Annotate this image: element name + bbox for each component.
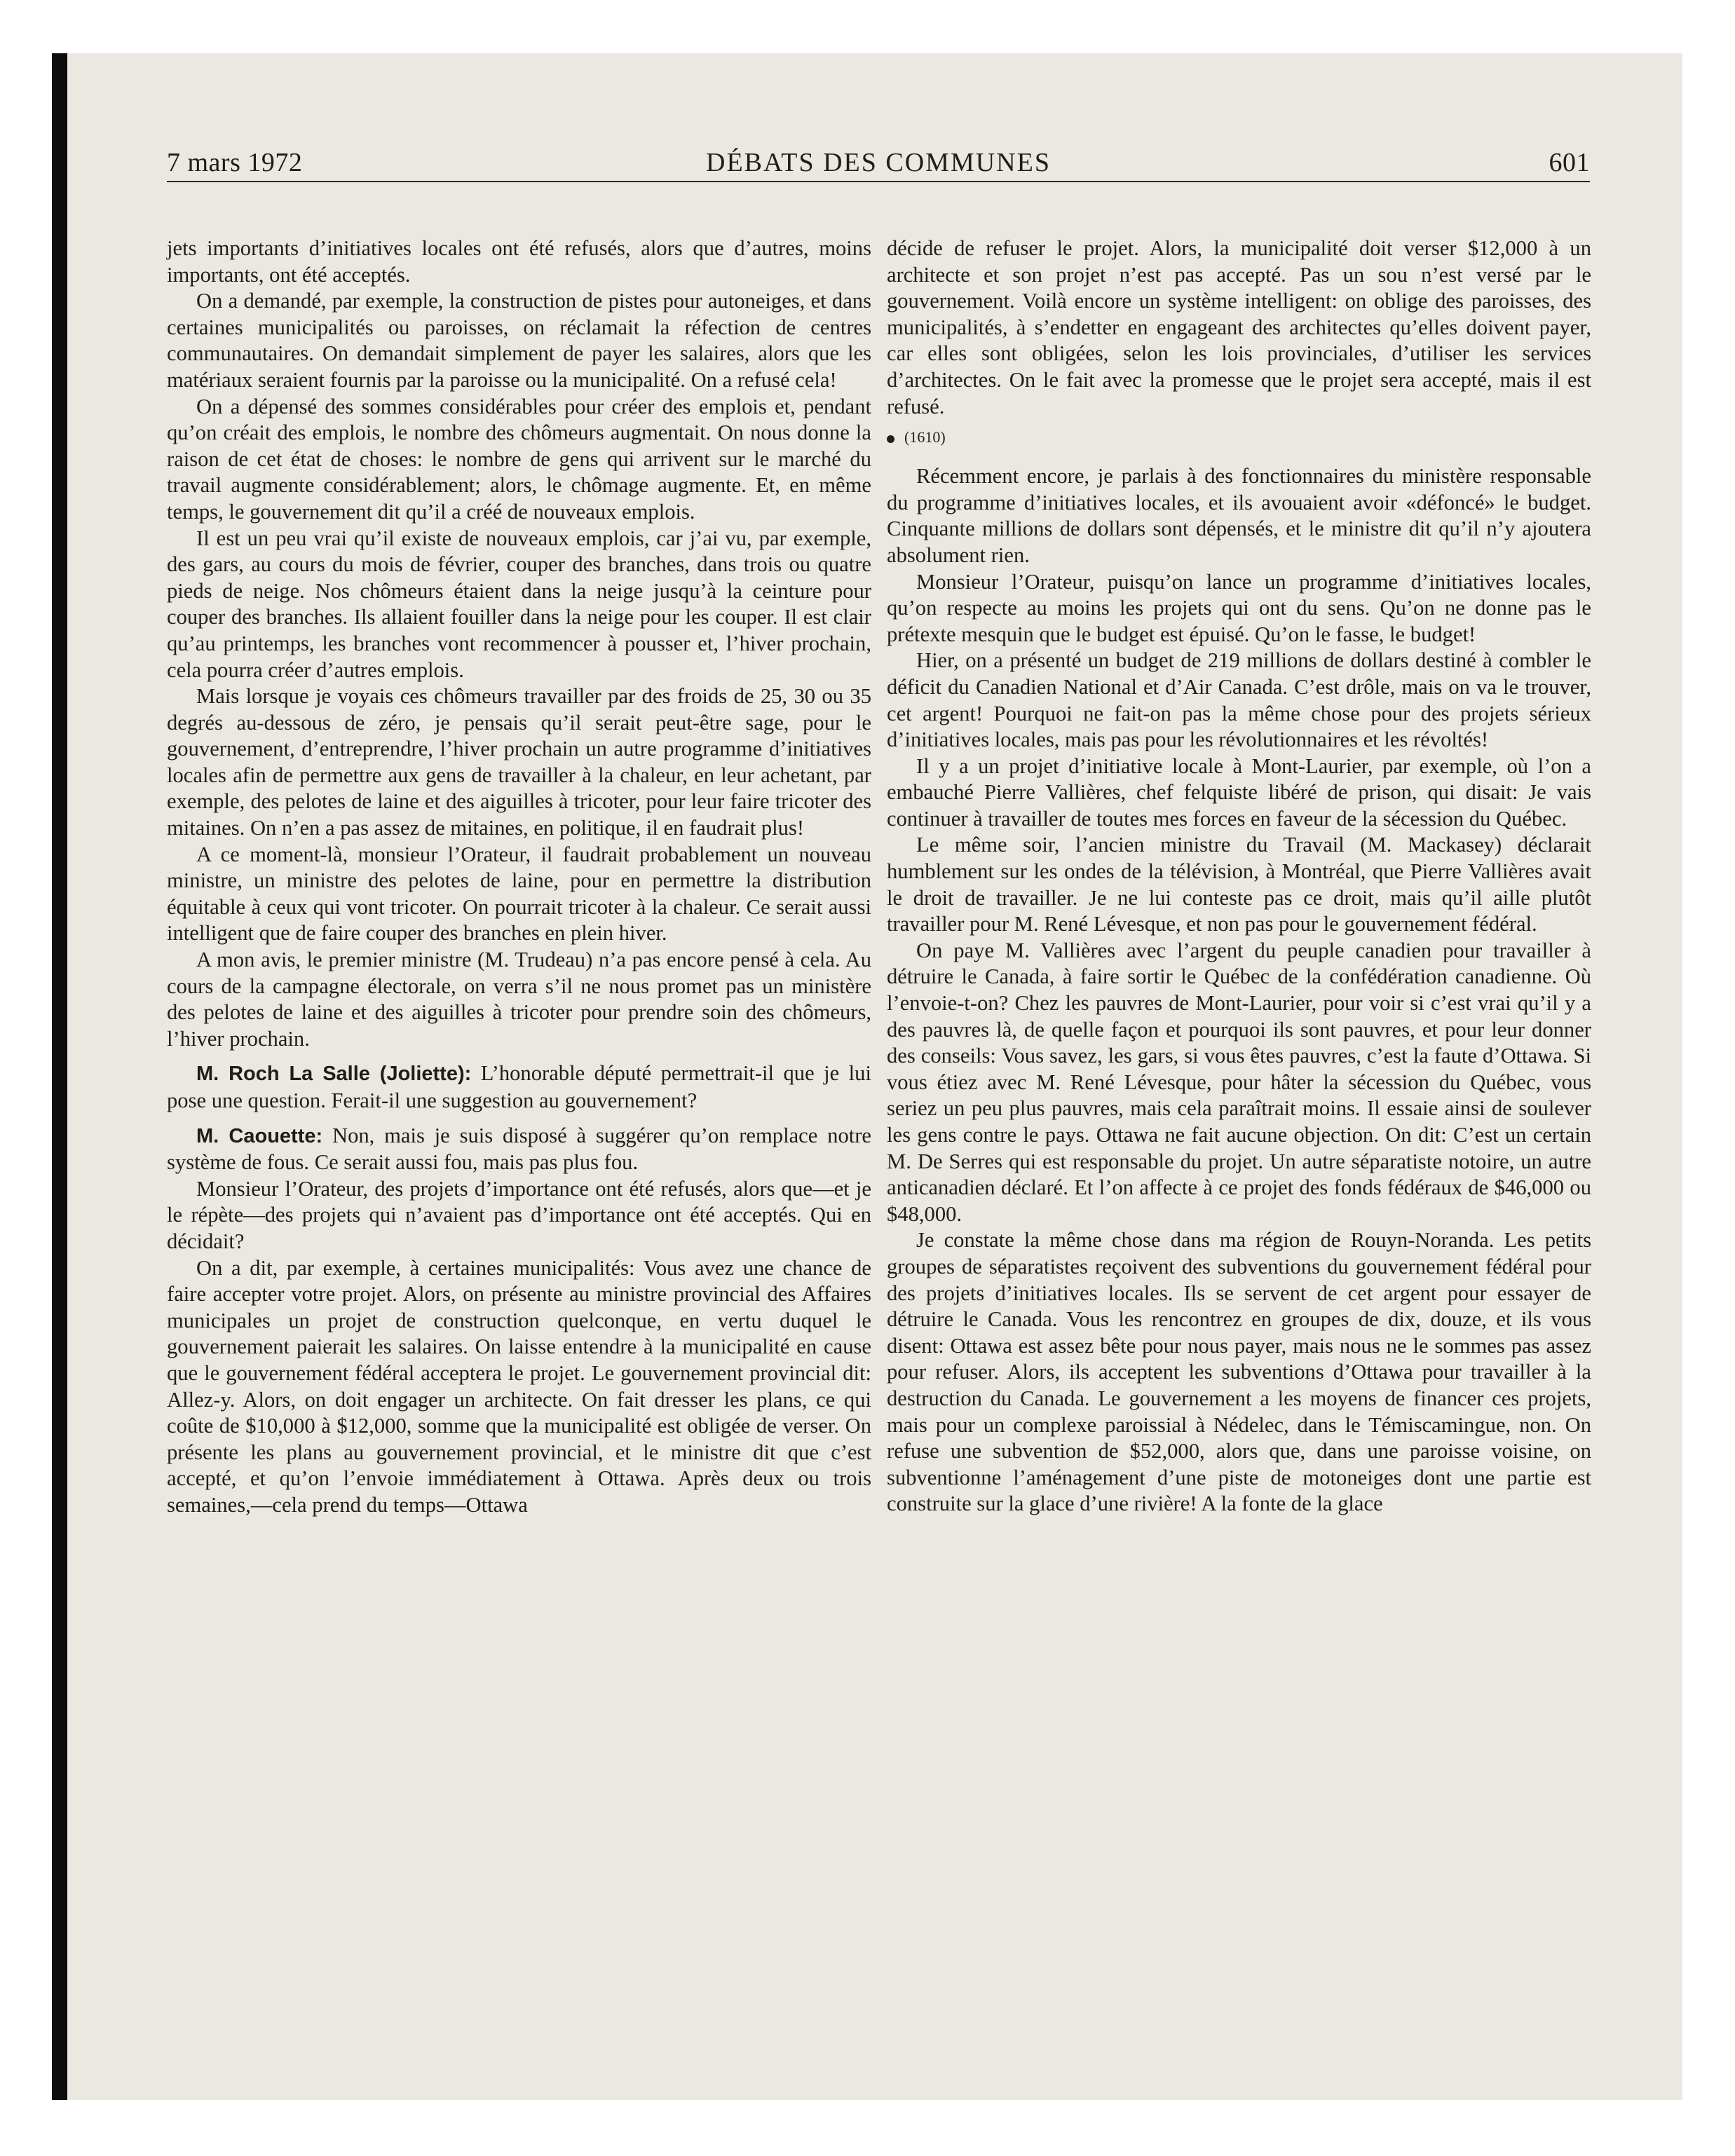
speech-la-salle bbox=[167, 1060, 871, 1114]
page-binding-edge bbox=[52, 53, 67, 2100]
header-date: 7 mars 1972 bbox=[167, 148, 303, 177]
right-column bbox=[887, 236, 1591, 1517]
paragraph: A ce moment-là, monsieur l’Orateur, il faudrait probablement un nouveau ministre, un ministre des pelotes de laine, pour en permettre la distribution équitable à ceux qui vont tricoter. On pourrait tricoter à la chaleur. Ce serait aussi intelligent que de faire couper des branches en plein hiver. bbox=[167, 842, 871, 946]
speech-text: Non, mais je suis disposé à suggérer qu’on remplace notre système de fous. Ce serait aussi fou, mais pas plus fou. bbox=[167, 1123, 872, 1175]
speech-caouette bbox=[167, 1123, 871, 1176]
page-number: 601 bbox=[1549, 148, 1590, 177]
paragraph: On paye M. Vallières avec l’argent du peuple canadien pour travailler à détruire le Canada, à faire sortir le Québec de la confédération canadienne. Où l’envoie-t-on? Chez les pauvres de Mont-Laurier, pour voir si c’est vrai qu’il y a des pauvres là, de quelle façon et pourquoi ils sont pauvres, et pour leur donner des conseils: Vous savez, les gars, si vous êtes pauvres, c’est la faute d’Ottawa. Si vous étiez avec M. René Lévesque, pour hâter la sécession du Québec, vous seriez un peu plus pauvres, mais cela paraîtrait moins. Il essaie ainsi de soulever les gens contre le pays. Ottawa ne fait aucune objection. On dit: C’est un certain M. De Serres qui est responsable du projet. Un autre séparatiste notoire, un autre anticanadien déclaré. Et l’on affecte à ce projet des fonds fédéraux de $46,000 ou $48,000. bbox=[887, 938, 1591, 1226]
paragraph: On a dépensé des sommes considérables pour créer des emplois et, pendant qu’on créait des emplois, le nombre des chômeurs augmentait. On nous donne la raison de cet état de choses: le nombre de gens qui arrivent sur le marché du travail augmente considérablement; alors, le chômage augmente. Et, en même temps, le gouvernement dit qu’il a créé de nouveaux emplois. bbox=[167, 394, 871, 524]
paragraph: On a demandé, par exemple, la construction de pistes pour autoneiges, et dans certaines municipalités ou paroisses, on réclamait la réfection de centres communautaires. On demandait simplement de payer les salaires, alors que les matériaux seraient fournis par la paroisse ou la municipalité. On a refusé cela! bbox=[167, 289, 871, 392]
paragraph: Il y a un projet d’initiative locale à Mont-Laurier, par exemple, où l’on a embauché Pierre Vallières, chef felquiste libéré de prison, qui disait: Je vais continuer à travailler de toutes mes forces en faveur de la sécession du Québec. bbox=[887, 753, 1591, 831]
paragraph: Hier, on a présenté un budget de 219 millions de dollars destiné à combler le déficit du Canadien National et d’Air Canada. C’est drôle, mais on va le trouver, cet argent! Pourquoi ne fait-on pas la même chose pour des projets sérieux d’initiatives locales, mais pas pour les révolutionnaires et les révoltés! bbox=[887, 648, 1591, 752]
running-head bbox=[167, 144, 1590, 182]
time-marker bbox=[887, 427, 1591, 448]
paragraph: Mais lorsque je voyais ces chômeurs travailler par des froids de 25, 30 ou 35 degrés au-dessous de zéro, je pensais qu’il serait peut-être sage, pour le gouvernement, d’entreprendre, l’hiver prochain un autre programme d’initiatives locales afin de permettre aux gens de travailler à la chaleur, en leur achetant, par exemple, des pelotes de laine et des aiguilles à tricoter, pour leur faire tricoter des mitaines. On n’en a pas assez de mitaines, en politique, il en faudrait plus! bbox=[167, 684, 871, 840]
header-title: DÉBATS DES COMMUNES bbox=[706, 148, 1051, 177]
time-marker-text: (1610) bbox=[904, 428, 946, 446]
bullet-icon bbox=[887, 435, 894, 443]
speaker-name: M. Caouette: bbox=[196, 1124, 323, 1147]
paragraph: Il est un peu vrai qu’il existe de nouveaux emplois, car j’ai vu, par exemple, des gars, au cours du mois de février, couper des branches, dans trois ou quatre pieds de neige. Nos chômeurs étaient dans la neige jusqu’à la ceinture pour couper des branches. Ils allaient fouiller dans la neige pour les couper. Il est clair qu’au printemps, les branches vont recommencer à pousser et, l’hiver prochain, cela pourra créer d’autres emplois. bbox=[167, 526, 871, 682]
paragraph: jets importants d’initiatives locales ont été refusés, alors que d’autres, moins importants, ont été acceptés. bbox=[167, 236, 871, 287]
paragraph: A mon avis, le premier ministre (M. Trudeau) n’a pas encore pensé à cela. Au cours de la campagne électorale, on verra s’il ne nous promet pas un ministère des pelotes de laine et des aiguilles à tricoter pour prendre soin des chômeurs, l’hiver prochain. bbox=[167, 948, 871, 1051]
paragraph: Récemment encore, je parlais à des fonctionnaires du ministère responsable du programme d’initiatives locales, et ils avouaient avoir «défoncé» le budget. Cinquante millions de dollars sont dépensés, et le ministre dit qu’il n’y ajoutera absolument rien. bbox=[887, 464, 1591, 567]
speech-text: L’honorable député permettrait-il que je lui pose une question. Ferait-il une suggestion au gouvernement? bbox=[167, 1061, 871, 1112]
paragraph: Le même soir, l’ancien ministre du Travail (M. Mackasey) déclarait humblement sur les ondes de la télévision, à Montréal, que Pierre Vallières avait le droit de travailler. Je ne lui conteste pas ce droit, mais qu’il aille plutôt travailler pour M. René Lévesque, et non pas pour le gouvernement fédéral. bbox=[887, 833, 1591, 936]
paragraph: décide de refuser le projet. Alors, la municipalité doit verser $12,000 à un architecte et son projet n’est pas accepté. Pas un sou n’est versé par le gouvernement. Voilà encore un système intelligent: on oblige des paroisses, des municipalités, à s’endetter en engageant des architectes qu’elles doivent payer, car elles sont obligées, selon les lois provinciales, d’utiliser les services d’architectes. On le fait avec la promesse que le projet sera accepté, mais il est refusé. bbox=[887, 236, 1591, 418]
paragraph: Je constate la même chose dans ma région de Rouyn-Noranda. Les petits groupes de séparatistes reçoivent des subventions du gouvernement fédéral pour des projets d’initiatives locales. Ils se servent de cet argent pour essayer de détruire le Canada. Vous les rencontrez en groupes de dix, douze, et ils vous disent: Ottawa est assez bête pour nous payer, mais nous ne le sommes pas assez pour refuser. Alors, ils acceptent les subventions d’Ottawa pour travailler à la destruction du Canada. Le gouvernement a les moyens de financer ces projets, mais pour un complexe paroissial à Nédelec, dans le Témiscamingue, non. On refuse une subvention de $52,000, alors que, dans une paroisse voisine, on subventionne l’aménagement d’une piste de motoneiges dont une partie est construite sur la glace d’une rivière! A la fonte de la glace bbox=[887, 1228, 1591, 1516]
paragraph: Monsieur l’Orateur, des projets d’importance ont été refusés, alors que—et je le répète—des projets qui n’avaient pas d’importance ont été acceptés. Qui en décidait? bbox=[167, 1176, 871, 1253]
paragraph: On a dit, par exemple, à certaines municipalités: Vous avez une chance de faire accepter votre projet. Alors, on présente au ministre provincial des Affaires municipales un projet de construction quelconque, en vertu duquel le gouvernement paierait les salaires. On laisse entendre à la municipalité en cause que le gouvernement fédéral acceptera le projet. Le gouvernement provincial dit: Allez-y. Alors, on doit engager un architecte. On fait dresser les plans, ce qui coûte de $10,000 à $12,000, somme que la municipalité est obligée de verser. On présente les plans au gouvernement provincial, et le ministre dit que c’est accepté, et qu’on l’envoie immédiatement à Ottawa. Après deux ou trois semaines,—cela prend du temps—Ottawa bbox=[167, 1255, 871, 1517]
paragraph: Monsieur l’Orateur, puisqu’on lance un programme d’initiatives locales, qu’on respecte au moins les projets qui ont du sens. Qu’on ne donne pas le prétexte mesquin que le budget est épuisé. Qu’on le fasse, le budget! bbox=[887, 569, 1591, 646]
left-column bbox=[167, 236, 871, 1519]
speaker-name: M. Roch La Salle (Joliette): bbox=[196, 1063, 472, 1086]
